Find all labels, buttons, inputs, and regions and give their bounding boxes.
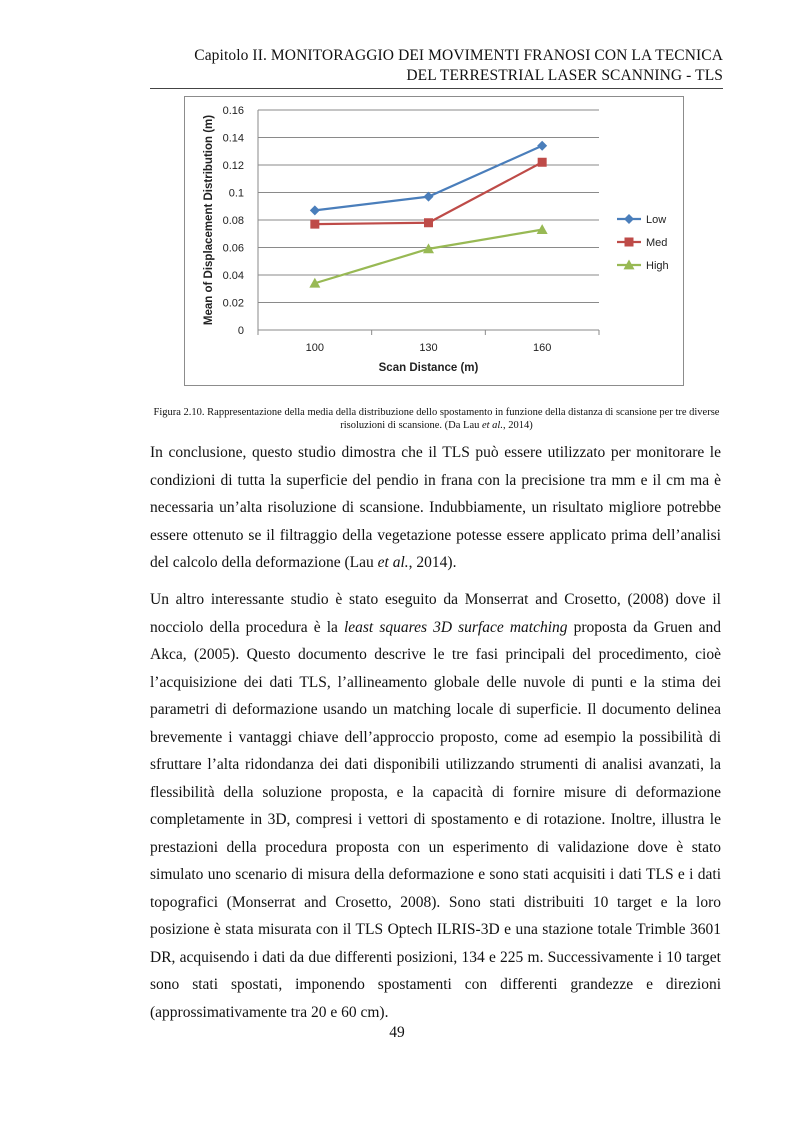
- line-chart: [185, 97, 683, 385]
- data-point-low: [310, 205, 320, 215]
- legend-marker-low: [624, 214, 634, 224]
- figure-caption: [150, 406, 723, 432]
- paragraph-1-text: In conclusione, questo studio dimostra che il TLS può essere utilizzato per monitorare le condizioni di tutta la superficie del pendio in frana con la precisione tra mm e il cm ma è necessaria un’alta risoluzione di scansione. Indubbiamente, un risultato migliore potrebbe essere ottenuto se il filtraggio della vegetazione potesse essere applicato prima dell’analisi del calcolo della deformazione (Lau: [150, 444, 721, 571]
- x-tick-label: 130: [419, 342, 438, 354]
- y-tick-label: 0.14: [222, 132, 244, 145]
- caption-text: Figura 2.10. Rappresentazione della media della distribuzione dello spostamento in funzione della distanza di scansione per tre diverse risoluzioni di scansione. (Da Lau: [153, 407, 720, 431]
- running-header-line-2: DEL TERRESTRIAL LASER SCANNING - TLS: [406, 67, 723, 84]
- y-tick-label: 0: [237, 325, 244, 337]
- paragraph-1-text-end: , 2014).: [408, 554, 457, 571]
- x-axis-title: Scan Distance (m): [378, 362, 479, 374]
- page-number: 49: [389, 1024, 405, 1041]
- figure-chart: [184, 96, 684, 386]
- data-point-med: [424, 218, 433, 227]
- legend-label-med: Med: [646, 237, 668, 249]
- data-point-med: [538, 158, 547, 167]
- data-point-low: [424, 192, 434, 202]
- y-axis-title: Mean of Displacement Distribution (m): [203, 114, 215, 326]
- y-tick-label: 0.1: [228, 187, 244, 200]
- paragraph-2-text-end: proposta da Gruen and Akca, (2005). Questo documento descrive le tre fasi principali del procedimento, cioè l’acquisizione dei dati TLS, l’allineamento globale delle nuvole di punti e la stima dei parametri di deformazione usando un matching locale di superficie. Il documento delinea brevemente i vantaggi chiave dell’approccio proposto, come ad esempio la possibilità di sfruttare l’alta ridondanza dei dati disponibili utilizzando strumenti di analisi avanzati, la flessibilità della soluzione proposta, e la capacità di fornire misure di deformazione completamente in 3D, compresi i vettori di spostamento e di rotazione. Inoltre, illustra le prestazioni della procedura proposta con un esperimento di validazione dove è stato simulato uno scenario di misura della deformazione e sono stati acquisiti i dati TLS e i dati topografici (Monserrat and Crosetto, 2008). Sono stati distribuiti 10 target e la loro posizione è stata misurata con il TLS Optech ILRIS-3D e una stazione totale Trimble 3601 DR, acquisendo i dati da due differenti posizioni, 134 e 225 m. Successivamente i 10 target sono stati spostati, imponendo spostamenti con differenti grandezze e direzioni (approssimativamente tra 20 e 60 cm).: [150, 618, 721, 1021]
- running-header: [150, 46, 723, 86]
- y-tick-label: 0.06: [222, 242, 244, 255]
- paragraph-conclusion: [150, 439, 721, 577]
- paragraph-2-text: Un altro interessante studio è stato eseguito da Monserrat and Crosetto, (2008) dove il nocciolo della procedura è la: [150, 591, 721, 636]
- caption-italic: et al.: [481, 420, 503, 431]
- data-point-low: [537, 141, 547, 151]
- legend-marker-med: [625, 238, 634, 247]
- y-tick-label: 0.08: [222, 215, 244, 227]
- paragraph-1-italic: et al.: [377, 554, 409, 571]
- running-header-line-1: Capitolo II. MONITORAGGIO DEI MOVIMENTI FRANOSI CON LA TECNICA: [194, 47, 723, 64]
- paragraph-2-italic: least squares 3D surface matching: [343, 618, 568, 636]
- caption-text-end: , 2014): [502, 420, 533, 431]
- data-point-high: [537, 224, 548, 234]
- x-tick-label: 160: [532, 342, 552, 354]
- y-tick-label: 0.04: [222, 270, 244, 282]
- y-tick-label: 0.16: [222, 105, 244, 117]
- y-tick-label: 0.02: [222, 297, 244, 310]
- x-tick-label: 100: [305, 342, 325, 354]
- y-tick-label: 0.12: [222, 160, 244, 172]
- paragraph-monserrat-study: [150, 586, 721, 1026]
- data-point-med: [310, 220, 319, 229]
- legend-label-low: Low: [646, 214, 667, 226]
- legend-label-high: High: [646, 260, 669, 272]
- header-divider: [150, 88, 723, 89]
